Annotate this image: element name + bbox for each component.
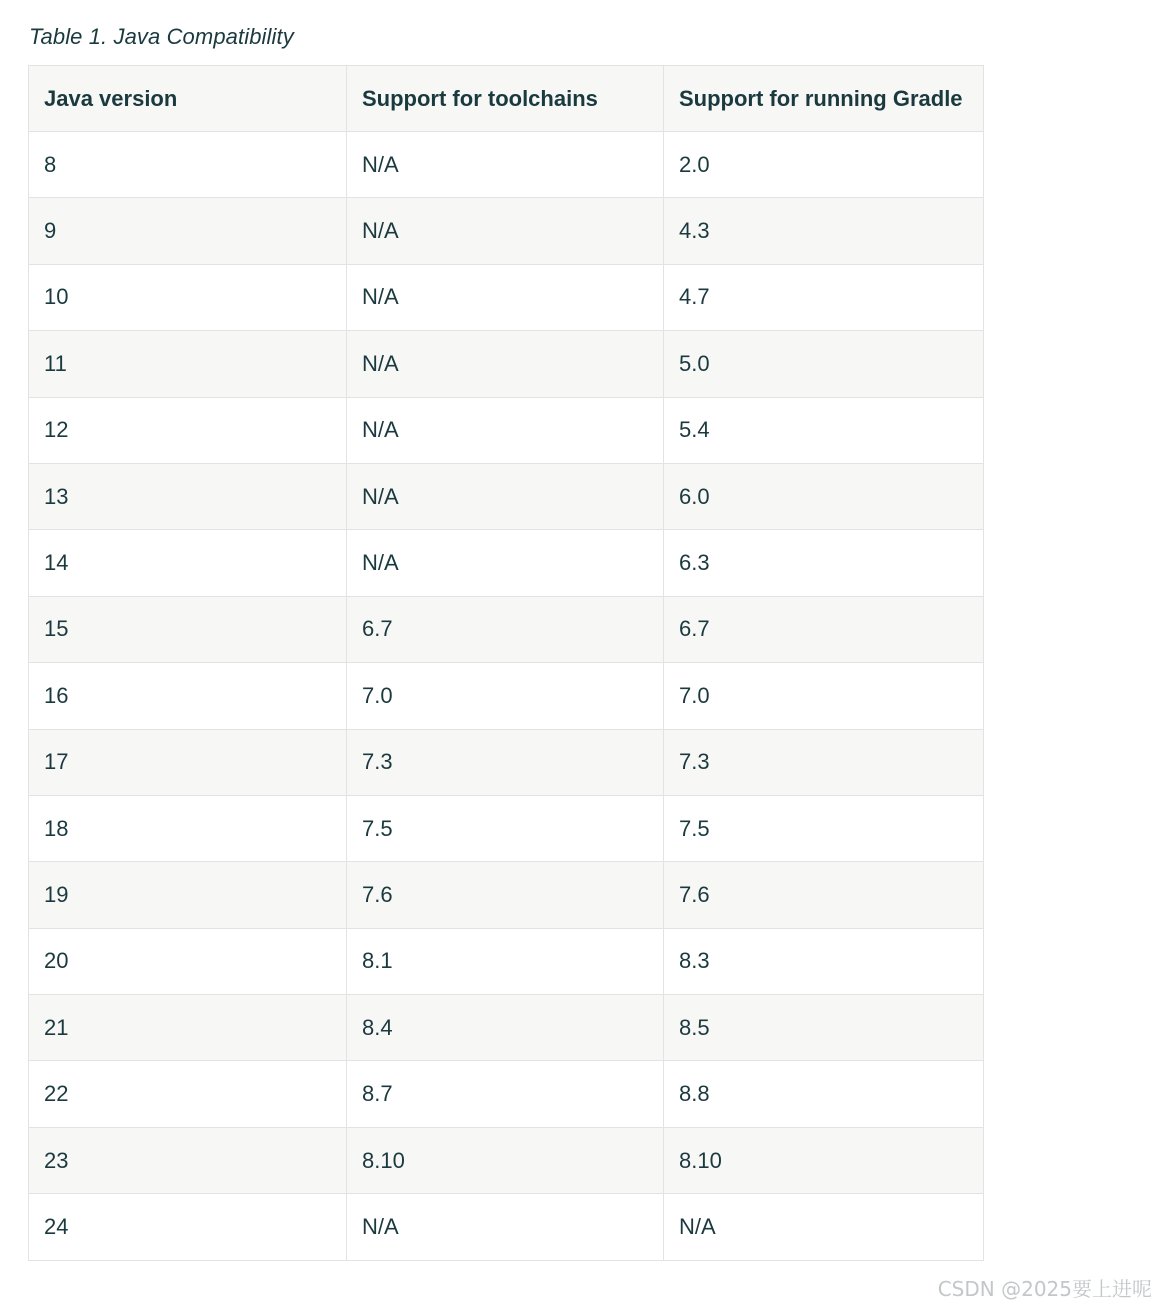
table-body xyxy=(29,132,984,1261)
header-gradle-support: Support for running Gradle xyxy=(664,66,984,132)
java-version-cell: 9 xyxy=(29,198,347,264)
toolchain-support-cell: 7.3 xyxy=(347,729,664,795)
toolchain-support-cell: N/A xyxy=(347,530,664,596)
table-row xyxy=(29,264,984,330)
toolchain-support-cell: N/A xyxy=(347,331,664,397)
table-row xyxy=(29,132,984,198)
toolchain-support-cell: 8.4 xyxy=(347,995,664,1061)
java-version-cell: 15 xyxy=(29,596,347,662)
java-version-cell: 22 xyxy=(29,1061,347,1127)
java-compatibility-table xyxy=(28,65,984,1261)
java-version-cell: 19 xyxy=(29,862,347,928)
toolchain-support-cell: N/A xyxy=(347,132,664,198)
table-row xyxy=(29,1127,984,1193)
gradle-support-cell: 8.5 xyxy=(664,995,984,1061)
toolchain-support-cell: N/A xyxy=(347,198,664,264)
table-row xyxy=(29,397,984,463)
java-version-cell: 24 xyxy=(29,1194,347,1260)
toolchain-support-cell: N/A xyxy=(347,264,664,330)
java-version-cell: 8 xyxy=(29,132,347,198)
table-row xyxy=(29,663,984,729)
table-caption: Table 1. Java Compatibility xyxy=(29,24,294,49)
toolchain-support-cell: 7.5 xyxy=(347,795,664,861)
table-row xyxy=(29,1194,984,1260)
gradle-support-cell: 8.10 xyxy=(664,1127,984,1193)
table-row xyxy=(29,862,984,928)
gradle-support-cell: 7.3 xyxy=(664,729,984,795)
gradle-support-cell: N/A xyxy=(664,1194,984,1260)
java-version-cell: 17 xyxy=(29,729,347,795)
table-row xyxy=(29,729,984,795)
java-version-cell: 16 xyxy=(29,663,347,729)
gradle-support-cell: 7.0 xyxy=(664,663,984,729)
gradle-support-cell: 4.3 xyxy=(664,198,984,264)
java-version-cell: 13 xyxy=(29,463,347,529)
java-version-cell: 14 xyxy=(29,530,347,596)
gradle-support-cell: 8.3 xyxy=(664,928,984,994)
toolchain-support-cell: N/A xyxy=(347,1194,664,1260)
toolchain-support-cell: 7.6 xyxy=(347,862,664,928)
toolchain-support-cell: 7.0 xyxy=(347,663,664,729)
gradle-support-cell: 7.5 xyxy=(664,795,984,861)
header-toolchain-support: Support for toolchains xyxy=(347,66,664,132)
toolchain-support-cell: 8.10 xyxy=(347,1127,664,1193)
table-row xyxy=(29,1061,984,1127)
gradle-support-cell: 7.6 xyxy=(664,862,984,928)
table-row xyxy=(29,596,984,662)
gradle-support-cell: 6.7 xyxy=(664,596,984,662)
table-header-row xyxy=(29,66,984,132)
table-row xyxy=(29,995,984,1061)
gradle-support-cell: 6.0 xyxy=(664,463,984,529)
java-version-cell: 23 xyxy=(29,1127,347,1193)
toolchain-support-cell: N/A xyxy=(347,397,664,463)
table-row xyxy=(29,198,984,264)
java-version-cell: 11 xyxy=(29,331,347,397)
table-row xyxy=(29,928,984,994)
table-row xyxy=(29,331,984,397)
gradle-support-cell: 5.0 xyxy=(664,331,984,397)
gradle-support-cell: 2.0 xyxy=(664,132,984,198)
gradle-support-cell: 6.3 xyxy=(664,530,984,596)
gradle-support-cell: 8.8 xyxy=(664,1061,984,1127)
gradle-support-cell: 4.7 xyxy=(664,264,984,330)
table-row xyxy=(29,463,984,529)
toolchain-support-cell: 8.1 xyxy=(347,928,664,994)
gradle-support-cell: 5.4 xyxy=(664,397,984,463)
header-java-version: Java version xyxy=(29,66,347,132)
java-version-cell: 20 xyxy=(29,928,347,994)
java-version-cell: 10 xyxy=(29,264,347,330)
table-row xyxy=(29,795,984,861)
toolchain-support-cell: N/A xyxy=(347,463,664,529)
watermark: CSDN @2025要上进呢 xyxy=(937,1277,1152,1301)
toolchain-support-cell: 8.7 xyxy=(347,1061,664,1127)
java-version-cell: 21 xyxy=(29,995,347,1061)
table-row xyxy=(29,530,984,596)
toolchain-support-cell: 6.7 xyxy=(347,596,664,662)
java-version-cell: 12 xyxy=(29,397,347,463)
java-version-cell: 18 xyxy=(29,795,347,861)
